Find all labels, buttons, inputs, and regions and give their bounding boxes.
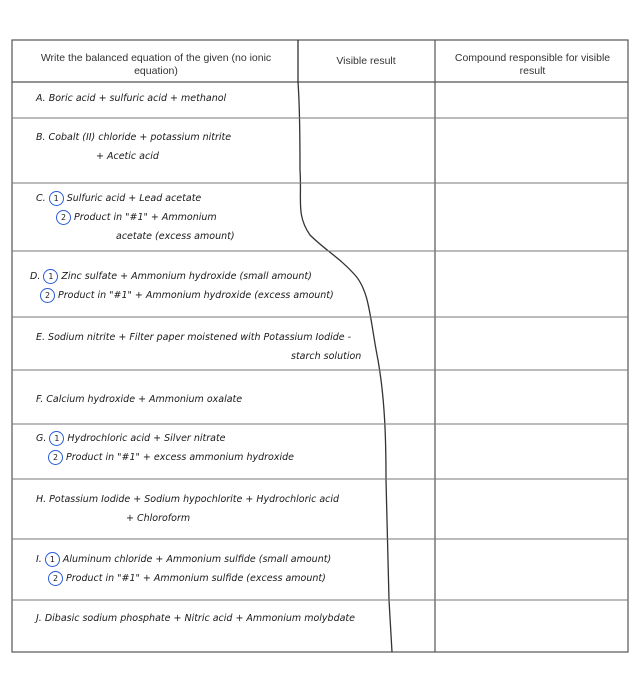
row-f [36, 390, 242, 409]
row-b [36, 128, 231, 166]
row-f-line-1: F. Calcium hydroxide + Ammonium oxalate [36, 394, 243, 405]
row-i-item-1-text: Aluminum chloride + Ammonium sulfide (small amount) [62, 554, 332, 565]
row-b-line-1: B. Cobalt (II) chloride + potassium nitrite [36, 132, 232, 143]
row-e [36, 328, 361, 366]
step-1-marker: 1 [49, 431, 64, 446]
row-c-item-1 [36, 189, 235, 208]
row-d [30, 267, 334, 305]
step-1-marker: 1 [49, 191, 64, 206]
row-g-prefix: G. [36, 433, 47, 444]
row-c-item-2 [36, 208, 235, 227]
row-a [36, 89, 226, 108]
row-i-item-2-text: Product in "#1" + Ammonium sulfide (excess amount) [66, 573, 326, 584]
step-1-marker: 1 [43, 269, 58, 284]
row-d-item-1-text: Zinc sulfate + Ammonium hydroxide (small amount) [61, 271, 312, 282]
row-g-item-1 [36, 429, 294, 448]
row-c-item-3: acetate (excess amount) [116, 231, 235, 242]
row-i-item-2 [36, 569, 331, 588]
row-a-line-1: A. Boric acid + sulfuric acid + methanol [36, 93, 227, 104]
row-c-item-2-text: Product in "#1" + Ammonium [74, 212, 217, 223]
step-2-marker: 2 [40, 288, 55, 303]
row-j-line-1: J. Dibasic sodium phosphate + Nitric acid + Ammonium molybdate [36, 613, 355, 624]
row-d-item-2 [30, 286, 334, 305]
row-d-item-1 [30, 267, 334, 286]
step-2-marker: 2 [56, 210, 71, 225]
row-g-item-2 [36, 448, 294, 467]
row-h-line-1: H. Potassium Iodide + Sodium hypochlorite + Hydrochloric acid [36, 494, 340, 505]
header-visible-result: Visible result [336, 55, 396, 67]
row-d-item-2-text: Product in "#1" + Ammonium hydroxide (excess amount) [58, 290, 334, 301]
row-h-line-2: + Chloroform [126, 513, 191, 524]
step-2-marker: 2 [48, 571, 63, 586]
row-c-prefix: C. [36, 193, 46, 204]
row-g [36, 429, 294, 467]
row-d-prefix: D. [30, 271, 41, 282]
row-e-line-2: starch solution [291, 351, 362, 362]
row-h [36, 490, 339, 528]
row-b-line-2: + Acetic acid [96, 151, 159, 162]
row-i-item-1 [36, 550, 331, 569]
row-j [36, 609, 355, 628]
step-2-marker: 2 [48, 450, 63, 465]
row-c-item-1-text: Sulfuric acid + Lead acetate [66, 193, 202, 204]
row-g-item-1-text: Hydrochloric acid + Silver nitrate [67, 433, 226, 444]
header-compound: Compound responsible for visible result [454, 52, 611, 77]
step-1-marker: 1 [45, 552, 60, 567]
row-i-prefix: I. [36, 554, 42, 565]
row-e-line-1: E. Sodium nitrite + Filter paper moistened with Potassium Iodide - [36, 332, 352, 343]
row-g-item-2-text: Product in "#1" + excess ammonium hydroxide [66, 452, 294, 463]
row-i [36, 550, 331, 588]
row-c [36, 189, 235, 246]
header-equation: Write the balanced equation of the given (no ionic equation) [40, 52, 272, 77]
